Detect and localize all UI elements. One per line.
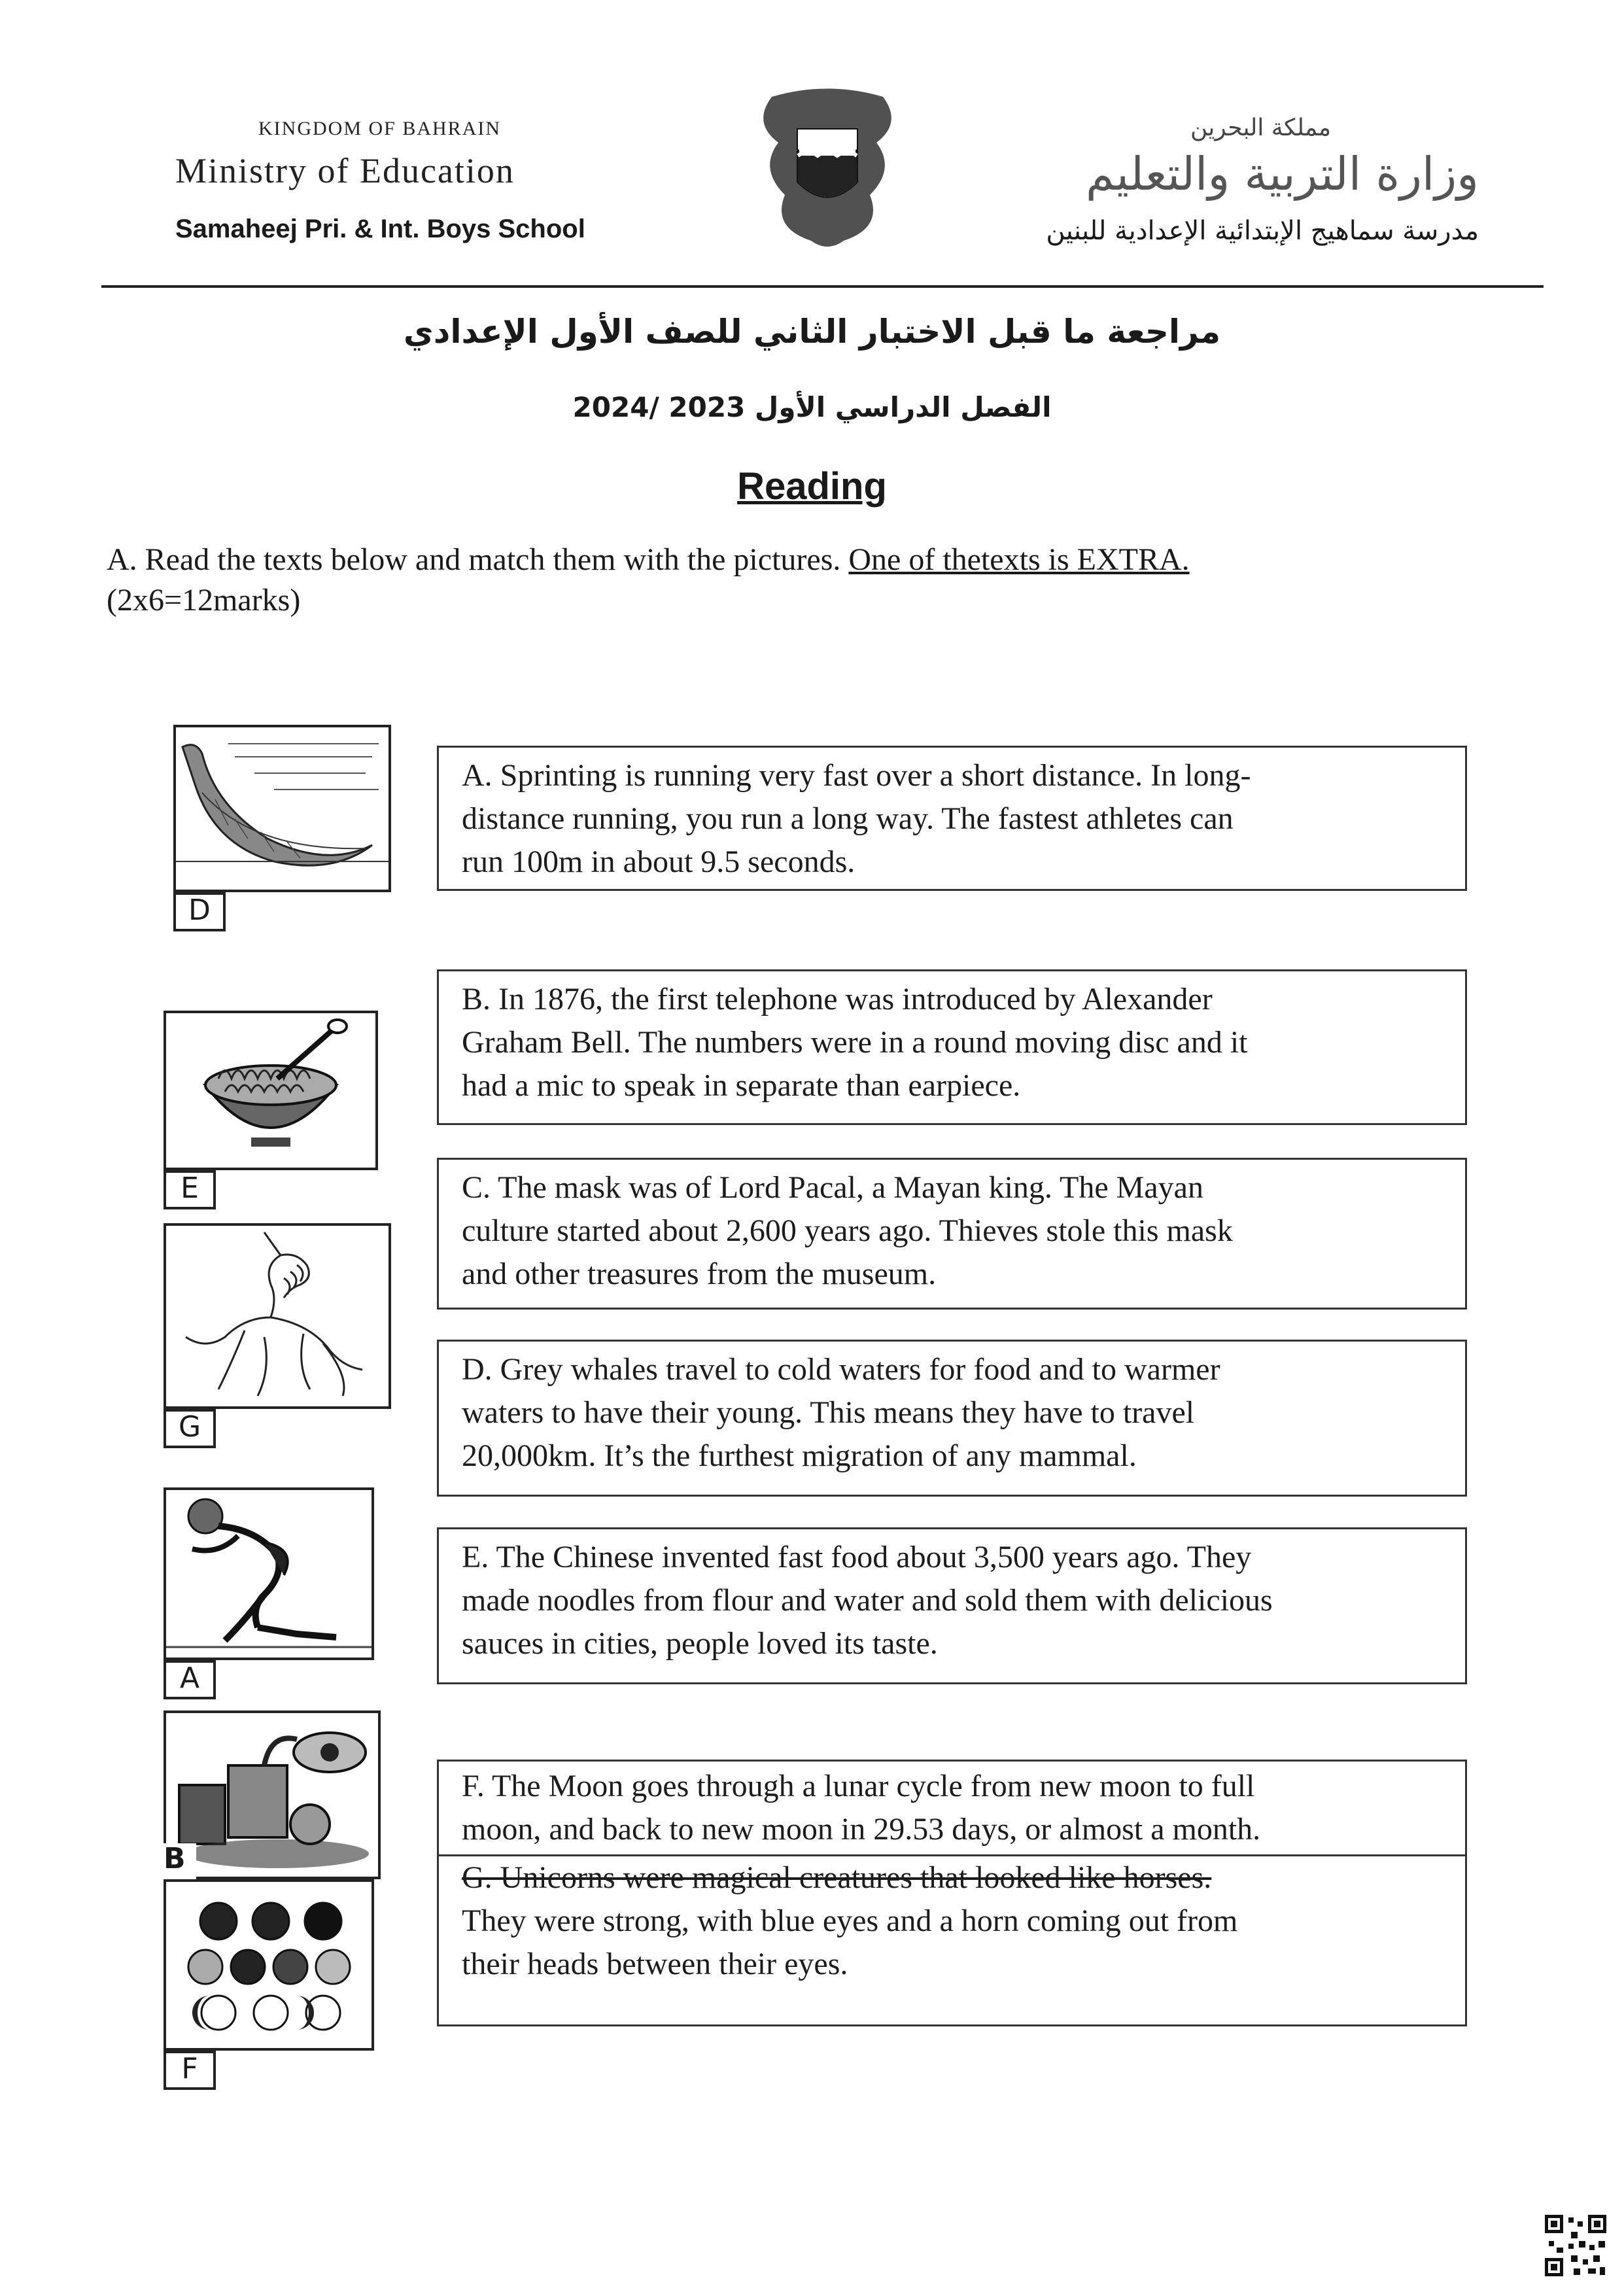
text-b-line-1: B. In 1876, the first telephone was introduced by Alexander: [462, 982, 1213, 1016]
answer-box-whale: D: [173, 892, 226, 931]
text-a-line-2: distance running, you run a long way. The fastest athletes can: [462, 801, 1234, 836]
text-e-line-1: E. The Chinese invented fast food about 3,500 years ago. They: [462, 1540, 1252, 1574]
text-e-line-2: made noodles from flour and water and sold them with delicious: [462, 1583, 1273, 1618]
arabic-semester-label: الفصل الدراسي الأول 2023 /2024: [572, 391, 1052, 423]
text-b-line-3: had a mic to speak in separate than earpiece.: [462, 1068, 1021, 1103]
arabic-page-title: مراجعة ما قبل الاختبار الثاني للصف الأول الإعدادي: [403, 313, 1221, 351]
sprinter-picture: [164, 1487, 374, 1660]
text-c-line-1: C. The mask was of Lord Pacal, a Mayan king. The Mayan: [462, 1170, 1203, 1205]
unicorn-picture: [164, 1223, 391, 1409]
text-box-e: [437, 1527, 1467, 1684]
text-box-c: [437, 1158, 1467, 1310]
answer-box-noodles: E: [164, 1170, 216, 1209]
answer-box-sprinter: A: [164, 1660, 216, 1699]
bahrain-emblem-icon: [746, 84, 909, 254]
arabic-school-name: مدرسة سماهيج الإبتدائية الإعدادية للبنين: [1046, 216, 1479, 246]
text-c-line-2: culture started about 2,600 years ago. Thieves stole this mask: [462, 1213, 1233, 1248]
ministry-label: Ministry of Education: [175, 151, 515, 190]
text-g-line-2: They were strong, with blue eyes and a horn coming out from: [462, 1903, 1238, 1938]
noodles-picture: [164, 1011, 378, 1170]
text-f-line-2: moon, and back to new moon in 29.53 days, or almost a month.: [462, 1812, 1261, 1847]
kingdom-label: KINGDOM OF BAHRAIN: [258, 118, 502, 139]
text-box-a: [437, 746, 1467, 891]
header-divider: [101, 285, 1544, 288]
school-name: Samaheej Pri. & Int. Boys School: [175, 215, 585, 243]
answer-box-moon: F: [164, 2051, 216, 2090]
text-g-line-1: G. Unicorns were magical creatures that looked like horses.: [462, 1860, 1212, 1895]
section-title: Reading: [737, 465, 887, 508]
instruction-extra-note: One of thetexts is EXTRA.: [848, 542, 1190, 577]
text-c-line-3: and other treasures from the museum.: [462, 1257, 937, 1291]
text-box-f: [437, 1760, 1467, 1864]
answer-box-telephone: B: [164, 1843, 196, 1879]
arabic-kingdom-label: مملكة البحرين: [1190, 114, 1331, 141]
text-d-line-1: D. Grey whales travel to cold waters for food and to warmer: [462, 1352, 1220, 1387]
instructions: [107, 540, 1546, 621]
text-box-d: [437, 1340, 1467, 1497]
text-e-line-3: sauces in cities, people loved its taste.: [462, 1626, 938, 1661]
text-a-line-1: A. Sprinting is running very fast over a short distance. In long-: [462, 758, 1251, 793]
whale-picture: [173, 725, 391, 892]
answer-box-unicorn: G: [164, 1409, 216, 1448]
text-d-line-2: waters to have their young. This means they have to travel: [462, 1395, 1195, 1430]
arabic-ministry-label: وزارة التربية والتعليم: [1085, 147, 1479, 201]
text-a-line-3: run 100m in about 9.5 seconds.: [462, 844, 855, 879]
text-box-b: [437, 969, 1467, 1125]
text-b-line-2: Graham Bell. The numbers were in a round moving disc and it: [462, 1025, 1248, 1060]
text-f-line-1: F. The Moon goes through a lunar cycle from new moon to full: [462, 1769, 1255, 1803]
text-d-line-3: 20,000km. It’s the furthest migration of any mammal.: [462, 1438, 1137, 1473]
qr-code-icon: [1542, 2212, 1609, 2279]
text-g-line-3: their heads between their eyes.: [462, 1947, 848, 1981]
text-box-g: [437, 1854, 1467, 2026]
moon-phases-picture: [164, 1879, 374, 2051]
instruction-marks: (2x6=12marks): [107, 583, 301, 617]
instruction-text: A. Read the texts below and match them with the pictures.: [107, 542, 841, 577]
